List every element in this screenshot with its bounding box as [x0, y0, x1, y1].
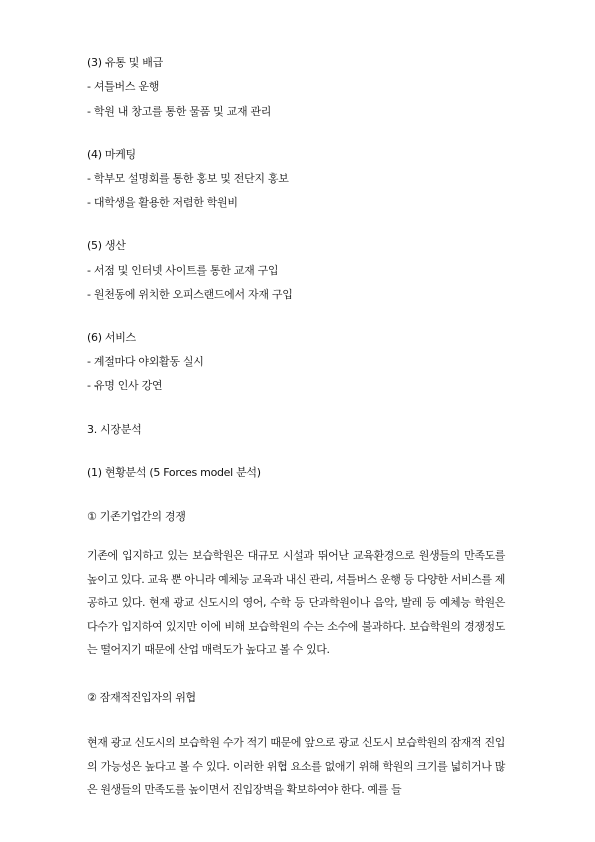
paragraph-existing-competition: 기존에 입지하고 있는 보습학원은 대규모 시설과 뛰어난 교육환경으로 원생들의 만족도를 높이고 있다. 교육 뿐 아니라 예체능 교육과 내신 관리, 셔틀버스 운행 등 다양한 서비스를 제공하고 있다. 현재 광교 신도시의 영어, 수학 등 단과학원이나 음악, 발레 등 예체능 학원은 다수가 입지하여 있지만 이에 비해 보습학원의 수는 소수에 불과하다. 보습학원의 경쟁정도는 떨어지기 때문에 산업 매력도가 높다고 볼 수 있다.: [87, 549, 505, 656]
list-item: - 학부모 설명회를 통한 홍보 및 전단지 홍보: [87, 172, 289, 185]
list-item: - 서점 및 인터넷 사이트를 통한 교재 구입: [87, 264, 279, 277]
paragraph-title-new-entrants: ② 잠재적진입자의 위협: [87, 691, 196, 704]
list-item: - 셔틀버스 운행: [87, 80, 160, 93]
paragraph-title-existing-competition: ① 기존기업간의 경쟁: [87, 510, 186, 523]
section-heading-service: (6) 서비스: [87, 331, 136, 344]
list-item: - 학원 내 창고를 통한 물품 및 교재 관리: [87, 105, 272, 118]
list-item: - 계절마다 야외활동 실시: [87, 355, 204, 368]
paragraph-new-entrants: 현재 광교 신도시의 보습학원 수가 적기 때문에 앞으로 광교 신도시 보습학원의 잠재적 진입의 가능성은 높다고 볼 수 있다. 이러한 위협 요소를 없애기 위해 학원의 크기를 넓히거나 많은 원생들의 만족도를 높이면서 진입장벽을 확보하여야 한다. 예를 들: [87, 736, 505, 796]
section-title-market-analysis: 3. 시장분석: [87, 423, 142, 436]
subsection-title-5-forces: (1) 현황분석 (5 Forces model 분석): [87, 466, 261, 479]
list-item: - 원천동에 위치한 오피스랜드에서 자재 구입: [87, 288, 293, 301]
list-item: - 대학생을 활용한 저렴한 학원비: [87, 196, 238, 209]
section-heading-production: (5) 생산: [87, 239, 126, 252]
section-heading-distribution: (3) 유통 및 배급: [87, 56, 163, 69]
section-heading-marketing: (4) 마케팅: [87, 148, 136, 161]
list-item: - 유명 인사 강연: [87, 379, 163, 392]
